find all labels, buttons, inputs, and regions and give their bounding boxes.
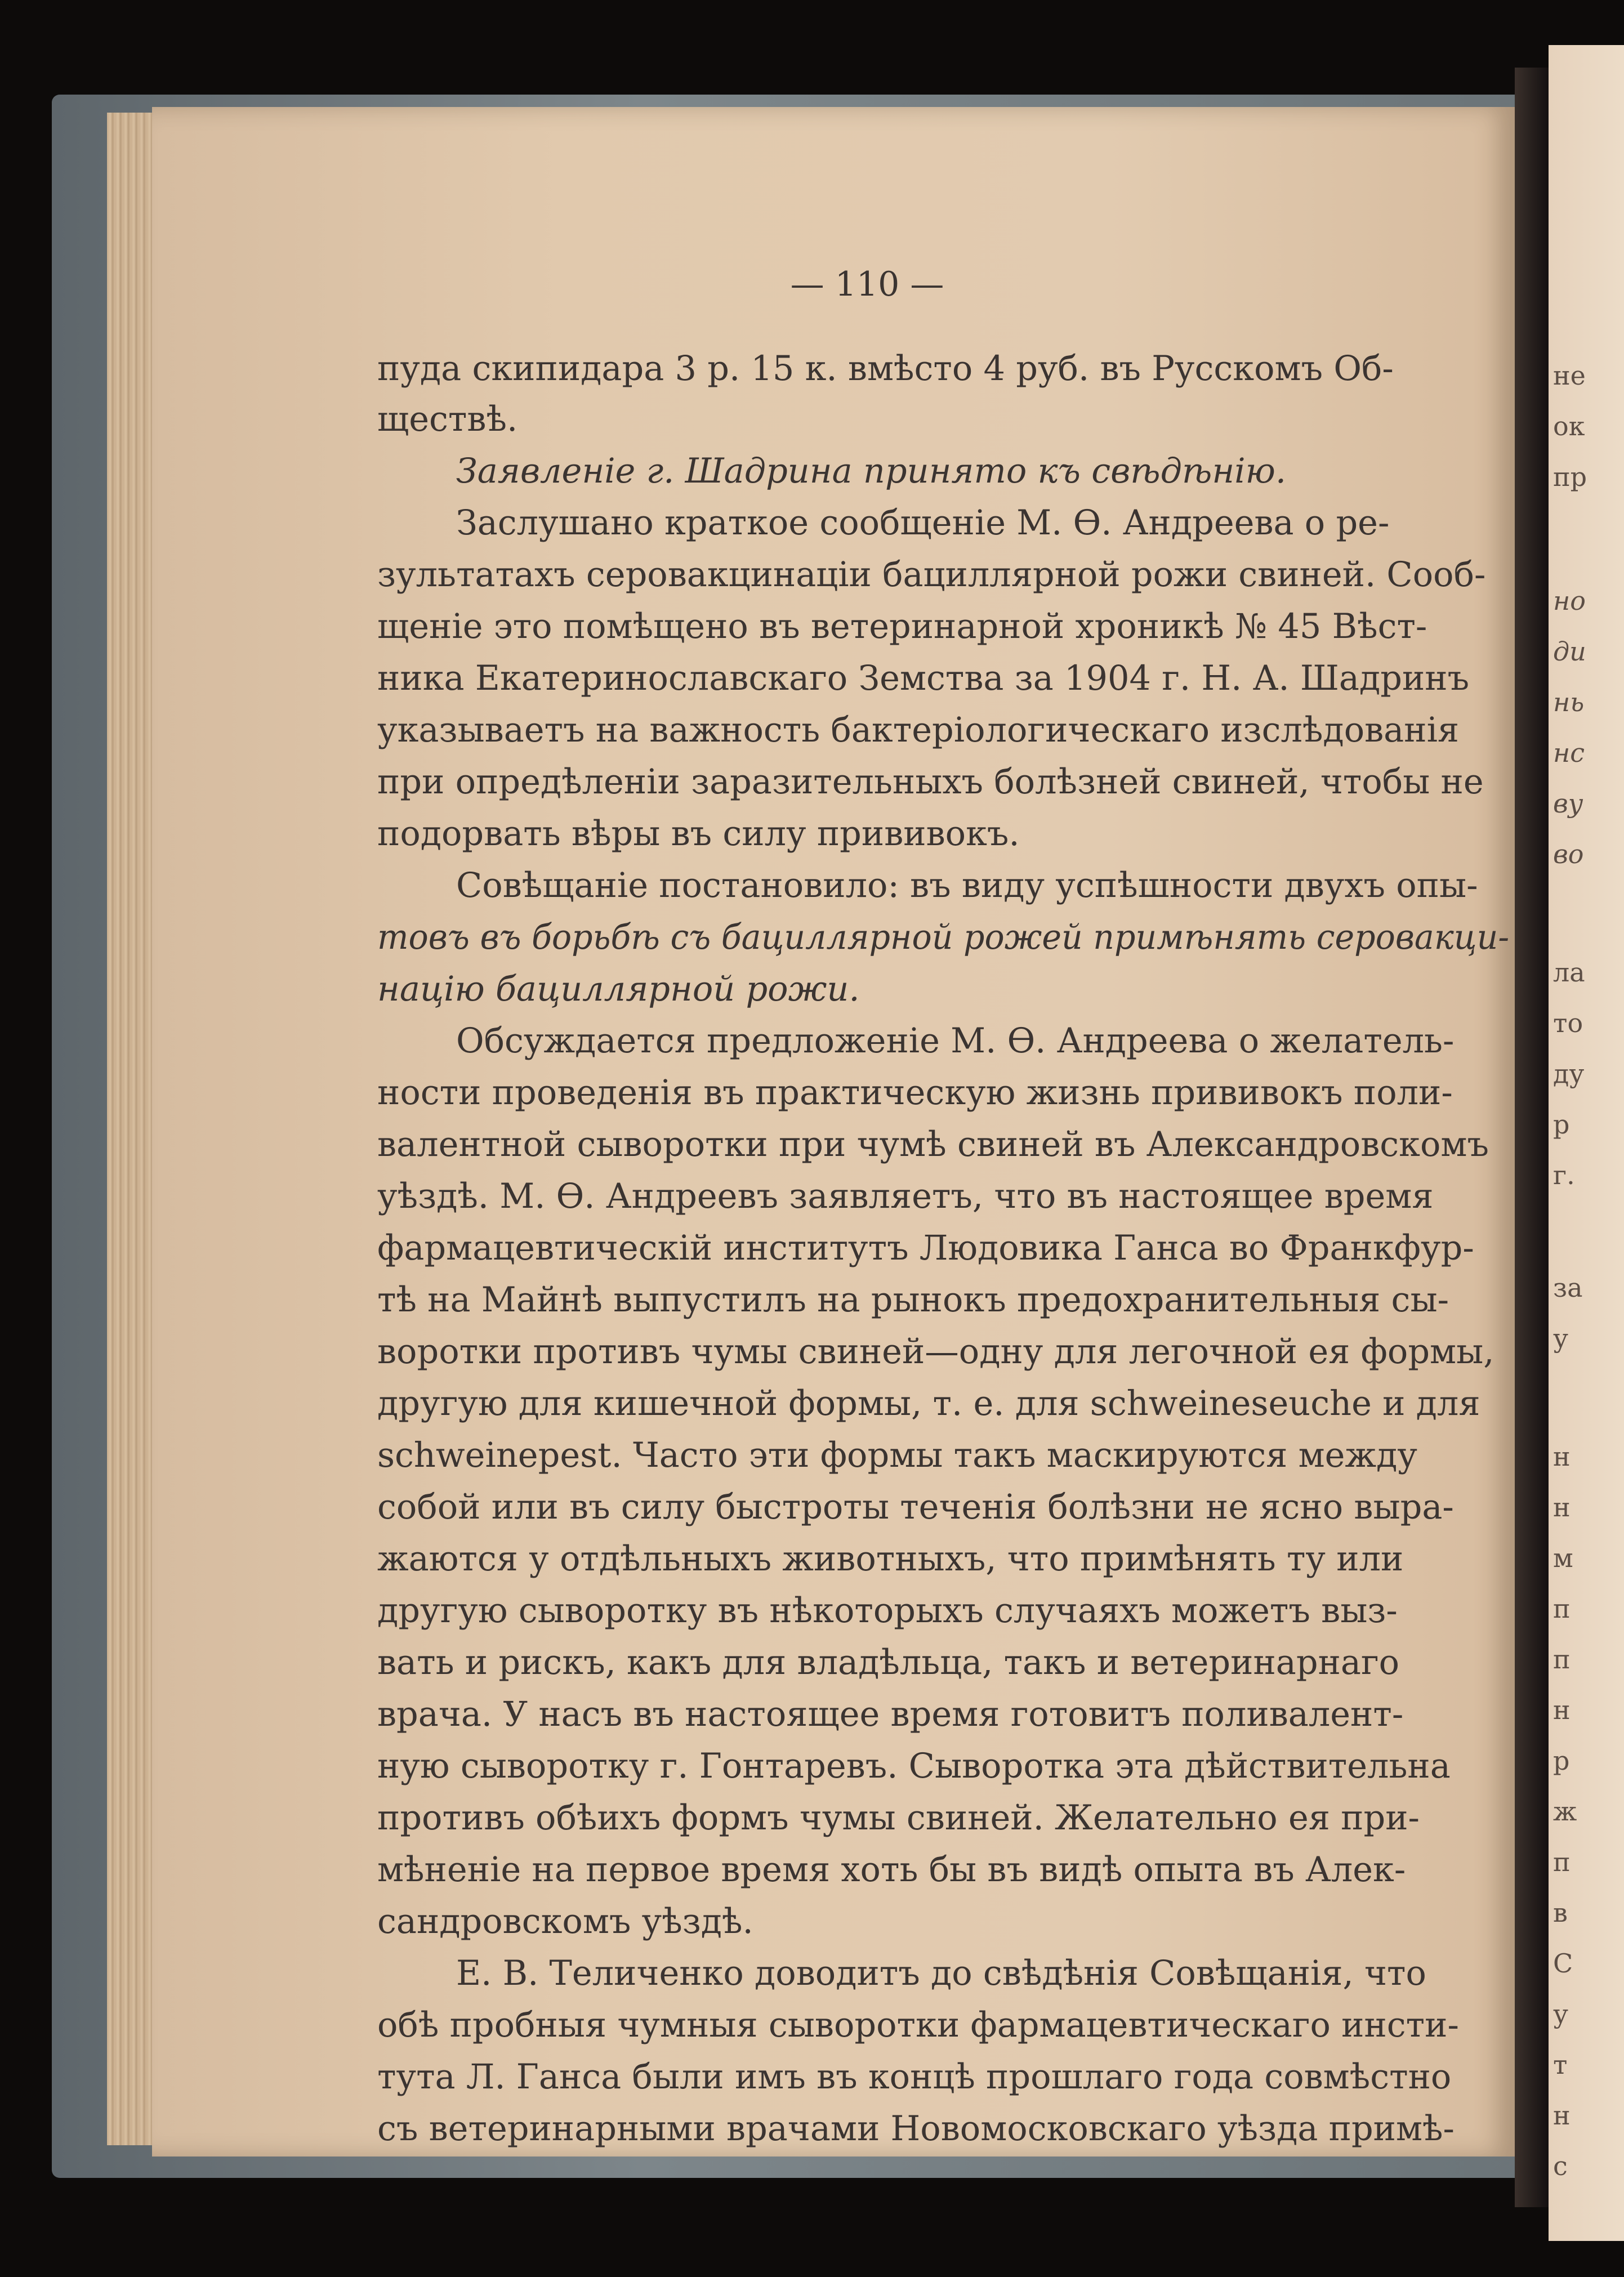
text-line: врача. У насъ въ настоящее время готовитъ поливалент-: [377, 1695, 1404, 1734]
next-page-fragment: во: [1553, 839, 1584, 869]
next-page-fragment: в: [1553, 1898, 1568, 1928]
next-page-fragment: п: [1553, 1593, 1571, 1624]
text-line: ника Екатеринославскаго Земства за 1904 г. Н. А. Шадринъ: [377, 659, 1470, 698]
next-page-fragment: н: [1553, 1441, 1571, 1472]
next-page-fragment: но: [1553, 586, 1586, 616]
text-line: собой или въ силу быстроты теченія болѣзни не ясно выра-: [377, 1488, 1454, 1527]
text-line: Обсуждается предложеніе М. Ѳ. Андреева о желатель-: [456, 1021, 1455, 1061]
text-line: тѣ на Майнѣ выпустилъ на рынокъ предохранительныя сы-: [377, 1280, 1449, 1320]
text-line: при опредѣленіи заразительныхъ болѣзней свиней, чтобы не: [377, 762, 1484, 802]
text-line: валентной сыворотки при чумѣ свиней въ Александровскомъ: [377, 1125, 1489, 1164]
text-line: ную сыворотку г. Гонтаревъ. Сыворотка эта дѣйствительна: [377, 1747, 1451, 1786]
next-page-fragment: ла: [1553, 957, 1585, 988]
next-page-fragment: ж: [1553, 1796, 1577, 1827]
text-line: другую сыворотку въ нѣкоторыхъ случаяхъ можетъ выз-: [377, 1591, 1398, 1631]
next-page-fragment: г.: [1553, 1160, 1575, 1190]
text-line: пуда скипидара 3 р. 15 к. вмѣсто 4 руб. въ Русскомъ Об-: [377, 349, 1394, 389]
next-page-fragment: р: [1553, 1745, 1570, 1776]
next-page-fragment: п: [1553, 1847, 1571, 1877]
text-line: обѣ пробныя чумныя сыворотки фармацевтическаго инсти-: [377, 2006, 1459, 2045]
text-line: ности проведенія въ практическую жизнь прививокъ поли-: [377, 1073, 1453, 1113]
next-page-fragment: то: [1553, 1008, 1583, 1038]
text-line: schweinepest. Часто эти формы такъ маскируются между: [377, 1436, 1417, 1475]
text-line: товъ въ борьбѣ съ бациллярной рожей примѣнять серовакци-: [377, 918, 1510, 957]
next-page-fragment: за: [1553, 1273, 1583, 1303]
text-line: Совѣщаніе постановило: въ виду успѣшности двухъ опы-: [456, 866, 1478, 905]
next-page-fragment: не: [1553, 360, 1586, 391]
next-page-fragment: ву: [1553, 788, 1583, 819]
next-page-fragment: н: [1553, 2100, 1571, 2131]
text-line: Заслушано краткое сообщеніе М. Ѳ. Андреева о ре-: [456, 503, 1390, 543]
next-page-fragment: нс: [1553, 738, 1585, 768]
text-line: мѣненіе на первое время хоть бы въ видѣ опыта въ Алек-: [377, 1850, 1406, 1890]
next-page-fragment: п: [1553, 1644, 1571, 1675]
text-line: Заявленіе г. Шадрина принято къ свѣдѣнію.: [456, 452, 1287, 491]
text-line: тута Л. Ганса были имъ въ концѣ прошлаго года совмѣстно: [377, 2057, 1452, 2097]
page-number: — 110 —: [790, 265, 944, 304]
text-line: зультатахъ серовакцинаціи бациллярной рожи свиней. Сооб-: [377, 555, 1486, 595]
text-line: фармацевтическій институтъ Людовика Ганса во Франкфур-: [377, 1229, 1474, 1268]
next-page-fragment: р: [1553, 1109, 1570, 1140]
next-page-fragment: т: [1553, 2050, 1568, 2080]
next-page-fragment: с: [1553, 2151, 1568, 2181]
next-page-fragment: н: [1553, 1695, 1571, 1725]
text-line: вать и рискъ, какъ для владѣльца, такъ и ветеринарнаго: [377, 1643, 1400, 1682]
next-page-edge: [1549, 45, 1624, 2241]
text-line: Е. В. Теличенко доводитъ до свѣдѣнія Совѣщанія, что: [456, 1954, 1426, 1993]
next-page-fragment: н: [1553, 1492, 1571, 1523]
text-line: щеніе это помѣщено въ ветеринарной хроникѣ № 45 Вѣст-: [377, 607, 1427, 646]
next-page-fragment: ок: [1553, 411, 1585, 441]
next-page-fragment: пр: [1553, 462, 1587, 492]
next-page-fragment: ди: [1553, 636, 1586, 667]
text-line: ществѣ.: [377, 400, 518, 439]
text-line: націю бациллярной рожи.: [377, 970, 860, 1009]
text-line: уѣздѣ. М. Ѳ. Андреевъ заявляетъ, что въ настоящее время: [377, 1177, 1434, 1216]
book-gutter: [1515, 68, 1549, 2207]
next-page-fragment: м: [1553, 1543, 1573, 1573]
next-page-fragment: ду: [1553, 1059, 1585, 1089]
next-page-fragment: С: [1553, 1948, 1573, 1979]
text-line: подорвать вѣры въ силу прививокъ.: [377, 814, 1020, 854]
next-page-fragment: у: [1553, 1323, 1569, 1354]
text-line: съ ветеринарными врачами Новомосковскаго уѣзда примѣ-: [377, 2109, 1455, 2149]
text-line: указываетъ на важность бактеріологическаго изслѣдованія: [377, 711, 1460, 750]
text-line: другую для кишечной формы, т. е. для schweineseuche и для: [377, 1384, 1480, 1423]
text-line: сандровскомъ уѣздѣ.: [377, 1902, 753, 1941]
text-line: противъ обѣихъ формъ чумы свиней. Желательно ея при-: [377, 1798, 1420, 1838]
text-line: воротки противъ чумы свиней—одну для легочной ея формы,: [377, 1332, 1494, 1372]
page-edges: [107, 113, 158, 2145]
next-page-fragment: нь: [1553, 687, 1585, 717]
next-page-fragment: у: [1553, 1999, 1569, 2029]
text-line: жаются у отдѣльныхъ животныхъ, что примѣнять ту или: [377, 1539, 1404, 1579]
